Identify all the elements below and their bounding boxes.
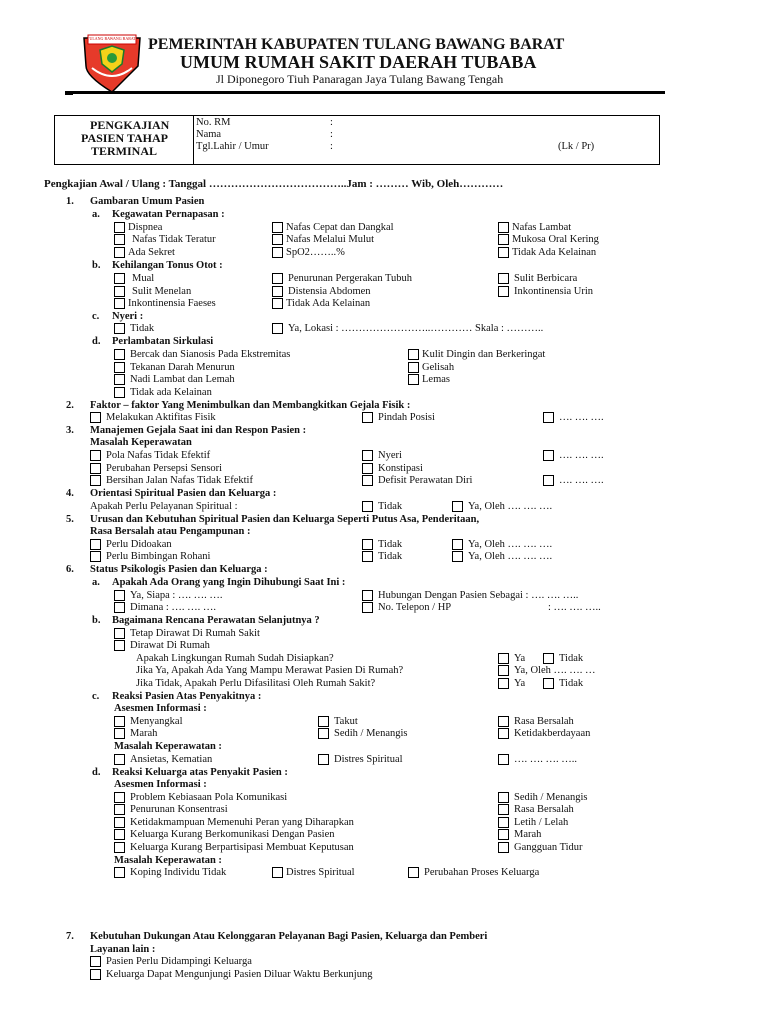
s7-title: Kebutuhan Dukungan Atau Kelonggaran Pelayanan Bagi Pasien, Keluarga dan Pemberi — [90, 931, 488, 942]
option-label: Ya — [514, 653, 526, 664]
s6d-title: Reaksi Keluarga atas Penyakit Pasien : — [112, 767, 288, 778]
checkbox[interactable] — [114, 349, 125, 360]
option-label: Mual — [132, 273, 155, 284]
s6c-title: Reaksi Pasien Atas Penyakitnya : — [112, 691, 262, 702]
option-label: Ya, Siapa : …. …. …. — [130, 590, 223, 601]
option-label: Konstipasi — [378, 463, 423, 474]
option-label: Ketidakberdayaan — [514, 728, 591, 739]
logo-text: TULANG BAWANG BARAT — [87, 36, 136, 41]
option-label: Keluarga Dapat Mengunjungi Pasien Diluar Waktu Berkunjung — [106, 969, 373, 980]
checkbox[interactable] — [498, 754, 509, 765]
checkbox[interactable] — [114, 273, 125, 284]
option-label: Ya, Oleh …. …. …. — [468, 539, 553, 550]
option-label: Dirawat Di Rumah — [130, 640, 210, 651]
option-label: Ya, Oleh …. …. … — [514, 665, 596, 676]
option-label: Penurunan Pergerakan Tubuh — [288, 273, 413, 284]
checkbox[interactable] — [498, 273, 509, 284]
option-label: SpO2……..% — [286, 247, 345, 258]
s7-title-2: Layanan lain : — [90, 944, 156, 955]
checkbox[interactable] — [272, 867, 283, 878]
option-label: …. …. …. — [559, 450, 604, 461]
checkbox[interactable] — [114, 234, 125, 245]
option-label: Sulit Berbicara — [514, 273, 578, 284]
gov-title: PEMERINTAH KABUPATEN TULANG BAWANG BARAT — [148, 36, 565, 53]
option-label: Marah — [130, 728, 158, 739]
checkbox[interactable] — [114, 728, 125, 739]
option-label: Nyeri — [378, 450, 402, 461]
option-label: Marah — [514, 829, 542, 840]
checkbox[interactable] — [114, 286, 125, 297]
checkbox[interactable] — [498, 728, 509, 739]
tgl-label: Tgl.Lahir / Umur — [196, 141, 269, 152]
option-label: Defisit Perawatan Diri — [378, 475, 473, 486]
assessment-line: Pengkajian Awal / Ulang : Tanggal ………………………………..Jam : ……… Wib, Oleh………… — [44, 178, 504, 190]
checkbox[interactable] — [498, 678, 509, 689]
s2-title: Faktor – faktor Yang Menimbulkan dan Membangkitkan Gejala Fisik : — [90, 400, 411, 411]
checkbox[interactable] — [543, 653, 554, 664]
checkbox[interactable] — [362, 450, 373, 461]
option-label: Perlu Didoakan — [106, 539, 172, 550]
checkbox[interactable] — [90, 412, 101, 423]
option-label: Tidak Ada Kelainan — [286, 298, 371, 309]
checkbox[interactable] — [543, 412, 554, 423]
option-label: Tidak ada Kelainan — [130, 387, 212, 398]
option-label: Perubahan Proses Keluarga — [424, 867, 540, 878]
option-label: Ya — [514, 678, 526, 689]
option-label: Takut — [334, 716, 358, 727]
option-label: Perubahan Persepsi Sensori — [106, 463, 223, 474]
s5-title: Urusan dan Kebutuhan Spiritual Pasien dan Keluarga Seperti Putus Asa, Penderitaan, — [90, 514, 480, 525]
option-label: No. Telepon / HP — [378, 602, 452, 613]
checkbox[interactable] — [452, 501, 463, 512]
hospital-logo — [80, 32, 144, 92]
checkbox[interactable] — [90, 450, 101, 461]
s4-title: Orientasi Spiritual Pasien dan Keluarga : — [90, 488, 277, 499]
s1-num: 1. — [66, 196, 74, 207]
checkbox[interactable] — [543, 678, 554, 689]
option-label: Rasa Bersalah — [514, 804, 574, 815]
checkbox[interactable] — [90, 969, 101, 980]
question-label: Apakah Lingkungan Rumah Sudah Disiapkan? — [136, 653, 334, 664]
option-label: Distres Spiritual — [334, 754, 403, 765]
s3-title: Manajemen Gejala Saat ini dan Respon Pasien : — [90, 425, 307, 436]
checkbox[interactable] — [90, 551, 101, 562]
checkbox[interactable] — [114, 817, 125, 828]
checkbox[interactable] — [272, 286, 283, 297]
s1d-letter: d. — [92, 336, 101, 347]
option-label: Tidak — [378, 501, 403, 512]
checkbox[interactable] — [114, 792, 125, 803]
s3-sub: Masalah Keperawatan — [90, 437, 192, 448]
option-label: Nadi Lambat dan Lemah — [130, 374, 235, 385]
gender-label: (Lk / Pr) — [558, 141, 595, 152]
option-label: Letih / Lelah — [514, 817, 569, 828]
option-label: Inkontinensia Urin — [514, 286, 594, 297]
header-rule-dash — [65, 91, 73, 95]
s6b-letter: b. — [92, 615, 101, 626]
option-label: Ya, Lokasi : ……………………..………… Skala : ……….. — [288, 323, 544, 334]
id-box-divider — [193, 115, 194, 165]
s6-title: Status Psikologis Pasien dan Keluarga : — [90, 564, 268, 575]
checkbox[interactable] — [114, 590, 125, 601]
option-label: Pola Nafas Tidak Efektif — [106, 450, 211, 461]
hospital-address: Jl Diponegoro Tiuh Panaragan Jaya Tulang Bawang Tengah — [216, 72, 504, 86]
checkbox[interactable] — [114, 640, 125, 651]
option-label: Inkontinensia Faeses — [128, 298, 216, 309]
checkbox[interactable] — [90, 956, 101, 967]
s6a-letter: a. — [92, 577, 100, 588]
option-label: Sedih / Menangis — [514, 792, 588, 803]
option-label: …. …. …. ….. — [514, 754, 577, 765]
option-label: Pasien Perlu Didampingi Keluarga — [106, 956, 252, 967]
checkbox[interactable] — [114, 362, 125, 373]
checkbox[interactable] — [362, 463, 373, 474]
checkbox[interactable] — [498, 234, 509, 245]
checkbox[interactable] — [362, 412, 373, 423]
checkbox[interactable] — [114, 222, 125, 233]
option-label: Keluarga Kurang Berpartisipasi Membuat Keputusan — [130, 842, 354, 853]
checkbox[interactable] — [272, 298, 283, 309]
option-label: Dimana : …. …. …. — [130, 602, 217, 613]
option-label: Lemas — [422, 374, 450, 385]
form-title-2: PASIEN TAHAP — [81, 131, 169, 145]
option-label: Tidak — [378, 551, 403, 562]
option-label: Gangguan Tidur — [514, 842, 583, 853]
s6a-title: Apakah Ada Orang yang Ingin Dihubungi Saat Ini : — [112, 577, 346, 588]
s3-num: 3. — [66, 425, 74, 436]
checkbox[interactable] — [272, 222, 283, 233]
checkbox[interactable] — [498, 817, 509, 828]
checkbox[interactable] — [408, 374, 419, 385]
nama-label: Nama — [196, 129, 222, 140]
s4-question: Apakah Perlu Pelayanan Spiritual : — [90, 501, 238, 512]
option-label: Dispnea — [128, 222, 163, 233]
checkbox[interactable] — [498, 222, 509, 233]
checkbox[interactable] — [114, 842, 125, 853]
checkbox[interactable] — [498, 665, 509, 676]
checkbox[interactable] — [114, 602, 125, 613]
question-label: Jika Ya, Apakah Ada Yang Mampu Merawat Pasien Di Rumah? — [136, 665, 404, 676]
checkbox[interactable] — [498, 653, 509, 664]
question-label: Jika Tidak, Apakah Perlu Difasilitasi Oleh Rumah Sakit? — [136, 678, 376, 689]
option-label: …. …. …. — [559, 475, 604, 486]
checkbox[interactable] — [498, 829, 509, 840]
s1b-letter: b. — [92, 260, 101, 271]
option-label: Ya, Oleh …. …. …. — [468, 551, 553, 562]
checkbox[interactable] — [114, 323, 125, 334]
s6-num: 6. — [66, 564, 74, 575]
s6b-title: Bagaimana Rencana Perawatan Selanjutnya ? — [112, 615, 320, 626]
checkbox[interactable] — [114, 247, 125, 258]
checkbox[interactable] — [114, 628, 125, 639]
s6c-letter: c. — [92, 691, 100, 702]
s5-num: 5. — [66, 514, 74, 525]
s1-title: Gambaran Umum Pasien — [90, 196, 205, 207]
checkbox[interactable] — [362, 602, 373, 613]
rm-colon: : — [330, 117, 333, 128]
checkbox[interactable] — [543, 450, 554, 461]
option-label: Ada Sekret — [128, 247, 175, 258]
checkbox[interactable] — [90, 475, 101, 486]
option-label: Ya, Oleh …. …. …. — [468, 501, 553, 512]
checkbox[interactable] — [114, 754, 125, 765]
option-label: Hubungan Dengan Pasien Sebagai : …. …. ….. — [378, 590, 579, 601]
checkbox[interactable] — [362, 590, 373, 601]
checkbox[interactable] — [498, 804, 509, 815]
checkbox[interactable] — [362, 501, 373, 512]
option-label: Menyangkal — [130, 716, 183, 727]
s1d-title: Perlambatan Sirkulasi — [112, 336, 214, 347]
option-label: Problem Kebiasaan Pola Komunikasi — [130, 792, 288, 803]
form-title-1: PENGKAJIAN — [90, 118, 170, 132]
checkbox[interactable] — [272, 247, 283, 258]
option-label: Gelisah — [422, 362, 455, 373]
checkbox[interactable] — [318, 716, 329, 727]
hospital-title: UMUM RUMAH SAKIT DAERAH TUBABA — [180, 52, 537, 72]
checkbox[interactable] — [318, 754, 329, 765]
checkbox[interactable] — [362, 475, 373, 486]
checkbox[interactable] — [543, 475, 554, 486]
nama-colon: : — [330, 129, 333, 140]
option-label: Melakukan Aktifitas Fisik — [106, 412, 216, 423]
checkbox[interactable] — [452, 539, 463, 550]
checkbox[interactable] — [272, 273, 283, 284]
checkbox[interactable] — [114, 374, 125, 385]
s2-num: 2. — [66, 400, 74, 411]
checkbox[interactable] — [362, 539, 373, 550]
option-label: Tekanan Darah Menurun — [130, 362, 235, 373]
option-label: Sedih / Menangis — [334, 728, 408, 739]
option-label: Tidak Ada Kelainan — [512, 247, 597, 258]
s6c-sub2: Masalah Keperawatan : — [114, 741, 222, 752]
header-rule — [65, 91, 665, 94]
checkbox[interactable] — [114, 804, 125, 815]
checkbox[interactable] — [362, 551, 373, 562]
checkbox[interactable] — [498, 792, 509, 803]
checkbox[interactable] — [498, 716, 509, 727]
checkbox[interactable] — [114, 829, 125, 840]
s6c-sub1: Asesmen Informasi : — [114, 703, 207, 714]
option-label: Nafas Tidak Teratur — [132, 234, 216, 245]
option-label: …. …. …. — [559, 412, 604, 423]
option-label: Distensia Abdomen — [288, 286, 371, 297]
option-label: Ketidakmampuan Memenuhi Peran yang Diharapkan — [130, 817, 354, 828]
checkbox[interactable] — [408, 362, 419, 373]
checkbox[interactable] — [498, 286, 509, 297]
s1c-letter: c. — [92, 311, 100, 322]
s6d-sub2: Masalah Keperawatan : — [114, 855, 222, 866]
option-label: Nafas Lambat — [512, 222, 572, 233]
s1b-title: Kehilangan Tonus Otot : — [112, 260, 223, 271]
option-label: Tidak — [559, 678, 584, 689]
option-label: Tidak — [378, 539, 403, 550]
option-label: Rasa Bersalah — [514, 716, 574, 727]
option-label: Koping Individu Tidak — [130, 867, 227, 878]
s1c-title: Nyeri : — [112, 311, 144, 322]
checkbox[interactable] — [114, 387, 125, 398]
checkbox[interactable] — [90, 463, 101, 474]
option-label: Kulit Dingin dan Berkeringat — [422, 349, 546, 360]
s7-num: 7. — [66, 931, 74, 942]
s4-num: 4. — [66, 488, 74, 499]
option-label: : …. …. ….. — [548, 602, 601, 613]
checkbox[interactable] — [114, 716, 125, 727]
tgl-colon: : — [330, 141, 333, 152]
s6d-letter: d. — [92, 767, 101, 778]
checkbox[interactable] — [408, 867, 419, 878]
s5-title-2: Rasa Bersalah atau Pengampunan : — [90, 526, 251, 537]
option-label: Penurunan Konsentrasi — [130, 804, 228, 815]
option-label: Perlu Bimbingan Rohani — [106, 551, 211, 562]
s6d-sub1: Asesmen Informasi : — [114, 779, 207, 790]
checkbox[interactable] — [114, 867, 125, 878]
checkbox[interactable] — [272, 323, 283, 334]
checkbox[interactable] — [272, 234, 283, 245]
checkbox[interactable] — [452, 551, 463, 562]
checkbox[interactable] — [114, 298, 125, 309]
checkbox[interactable] — [408, 349, 419, 360]
s1a-title: Kegawatan Pernapasan : — [112, 209, 225, 220]
option-label: Nafas Melalui Mulut — [286, 234, 375, 245]
checkbox[interactable] — [498, 247, 509, 258]
option-label: Keluarga Kurang Berkomunikasi Dengan Pasien — [130, 829, 335, 840]
option-label: Tidak — [559, 653, 584, 664]
checkbox[interactable] — [318, 728, 329, 739]
option-label: Pindah Posisi — [378, 412, 435, 423]
option-label: Mukosa Oral Kering — [512, 234, 599, 245]
checkbox[interactable] — [90, 539, 101, 550]
option-label: Sulit Menelan — [132, 286, 192, 297]
option-label: Bersihan Jalan Nafas Tidak Efektif — [106, 475, 253, 486]
checkbox[interactable] — [498, 842, 509, 853]
form-title-3: TERMINAL — [91, 144, 158, 158]
option-label: Ansietas, Kematian — [130, 754, 213, 765]
option-label: Tetap Dirawat Di Rumah Sakit — [130, 628, 260, 639]
option-label: Distres Spiritual — [286, 867, 355, 878]
option-label: Nafas Cepat dan Dangkal — [286, 222, 394, 233]
option-label: Bercak dan Sianosis Pada Ekstremitas — [130, 349, 291, 360]
s1a-letter: a. — [92, 209, 100, 220]
rm-label: No. RM — [196, 117, 231, 128]
option-label: Tidak — [130, 323, 155, 334]
